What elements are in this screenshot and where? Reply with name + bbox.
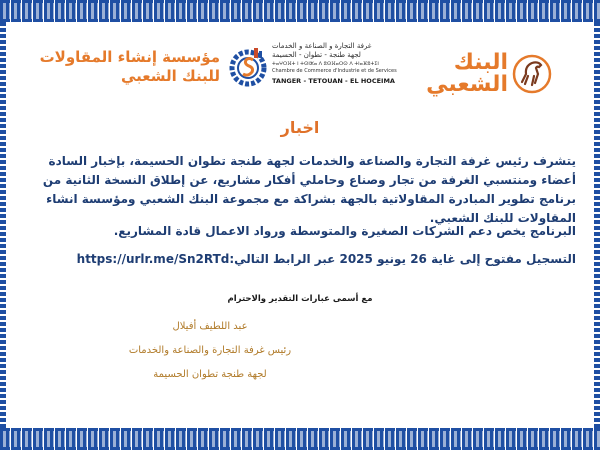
registration-link[interactable]: https://urlr.me/Sn2RTd	[76, 252, 230, 266]
registration-text: التسجيل مفتوح إلى غاية 26 يونيو 2025 عبر الرابط التالي:	[229, 252, 576, 266]
left-border	[0, 22, 6, 428]
foundation-name-line2: للبنك الشعبي	[121, 67, 220, 85]
foundation-name-line1: مؤسسة إنشاء المقاولات	[39, 48, 220, 66]
announcement-title: اخبار	[280, 118, 320, 137]
bank-logo	[408, 52, 558, 98]
closing-regards: مع أسمى عبارات التقدير والاحترام	[227, 294, 373, 304]
right-border	[594, 22, 600, 428]
chamber-gear-icon	[226, 44, 270, 90]
chamber-arabic-line1: غرفة التجارة و الصناعة و الخدمات	[272, 42, 372, 50]
horse-icon	[512, 52, 552, 96]
bottom-border	[0, 428, 600, 450]
bank-name: البنك الشعبي	[426, 50, 508, 97]
signatory-region: لجهة طنجة تطوان الحسيمة	[153, 369, 267, 380]
top-border	[0, 0, 600, 22]
foundation-logo	[39, 48, 220, 86]
registration-line	[16, 250, 576, 269]
chamber-tifinagh-line: ⵜⴰⵖⵔⴼⵜ ⵏ ⵜⵙⵏⵣⴰ ⴷ ⵓⵙⴼⴰⵔⵙ ⴷ ⵜⵏⴰⴼⵓⵜⵉⵏ	[272, 61, 379, 67]
chamber-name	[272, 42, 422, 86]
announcement-paragraph-2: البرنامج يخص دعم الشركات الصغيرة والمتوسطة ورواد الاعمال قادة المشاريع.	[113, 224, 576, 238]
signatory-name: عبد اللطيف أفيلال	[172, 321, 248, 332]
announcement-paragraph-1: يتشرف رئيس غرفة التجارة والصناعة والخدمات لجهة طنجة تطوان الحسيمة، بإخبار السادة أعضاء ومنتسبي الغرفة من تجار وصناع وحاملي أفكار مشاريع، عن إطلاق النسخة الثانية من برنامج تطوير المبادرة المقاولاتية بالجهة بشراكة مع مجموعة البنك الشعبي ومؤسسة انشاء المقاولات للبنك الشعبي.	[42, 154, 576, 225]
signatory-title: رئيس غرفة التجارة والصناعة والخدمات	[128, 345, 292, 356]
chamber-cities-line: TANGER - TETOUAN - EL HOCEIMA	[272, 77, 395, 85]
chamber-arabic-line2: لجهة طنجة - تطوان - الحسيمة	[272, 51, 361, 59]
chamber-french-line: Chambre de Commerce d'Industrie et de Services	[272, 68, 397, 74]
